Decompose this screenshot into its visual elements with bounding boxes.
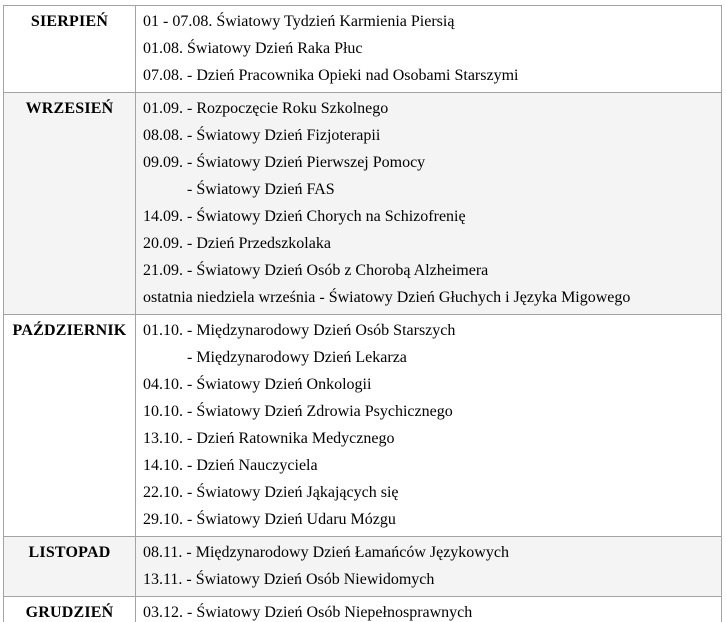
event-line: 01.09. - Rozpoczęcie Roku Szkolnego xyxy=(143,100,389,117)
table-row-month-3 xyxy=(4,537,722,597)
event-line: 20.09. - Dzień Przedszkolaka xyxy=(143,235,331,252)
month-label: SIERPIEŃ xyxy=(4,6,136,93)
calendar-table-body xyxy=(4,6,722,622)
events-cell xyxy=(136,537,722,597)
event-line: 01.10. - Międzynarodowy Dzień Osób Starszych xyxy=(143,322,456,339)
events-cell xyxy=(136,597,722,622)
month-label: WRZESIEŃ xyxy=(4,93,136,315)
table-row-month-1 xyxy=(4,93,722,315)
events-cell xyxy=(136,6,722,93)
event-line: 14.09. - Światowy Dzień Chorych na Schizofrenię xyxy=(143,208,466,225)
event-line: 03.12. - Światowy Dzień Osób Niepełnosprawnych xyxy=(143,604,473,621)
events-cell xyxy=(136,315,722,537)
event-line: 04.10. - Światowy Dzień Onkologii xyxy=(143,376,372,393)
table-row-month-0 xyxy=(4,6,722,93)
events-cell xyxy=(136,93,722,315)
event-line: ostatnia niedziela września - Światowy Dzień Głuchych i Języka Migowego xyxy=(143,289,631,306)
event-line: 01.08. Światowy Dzień Raka Płuc xyxy=(143,40,363,57)
table-row-month-2 xyxy=(4,315,722,537)
event-line: 13.11. - Światowy Dzień Osób Niewidomych xyxy=(143,571,435,588)
event-line: 29.10. - Światowy Dzień Udaru Mózgu xyxy=(143,511,396,528)
event-line: 09.09. - Światowy Dzień Pierwszej Pomocy xyxy=(143,154,426,171)
event-line: 14.10. - Dzień Nauczyciela xyxy=(143,457,318,474)
event-line: 10.10. - Światowy Dzień Zdrowia Psychicznego xyxy=(143,403,453,420)
event-line: - Światowy Dzień FAS xyxy=(187,181,335,198)
event-line: - Międzynarodowy Dzień Lekarza xyxy=(187,349,407,366)
observance-calendar-table xyxy=(3,5,722,622)
event-line: 01 - 07.08. Światowy Tydzień Karmienia Piersią xyxy=(143,13,455,30)
event-line: 21.09. - Światowy Dzień Osób z Chorobą Alzheimera xyxy=(143,262,489,279)
month-label: PAŹDZIERNIK xyxy=(4,315,136,537)
event-line: 08.11. - Międzynarodowy Dzień Łamańców Językowych xyxy=(143,544,509,561)
event-line: 22.10. - Światowy Dzień Jąkających się xyxy=(143,484,399,501)
event-line: 08.08. - Światowy Dzień Fizjoterapii xyxy=(143,127,381,144)
table-row-month-4 xyxy=(4,597,722,622)
month-label: LISTOPAD xyxy=(4,537,136,597)
month-label: GRUDZIEŃ xyxy=(4,597,136,622)
event-line: 07.08. - Dzień Pracownika Opieki nad Osobami Starszymi xyxy=(143,67,519,84)
event-line: 13.10. - Dzień Ratownika Medycznego xyxy=(143,430,395,447)
